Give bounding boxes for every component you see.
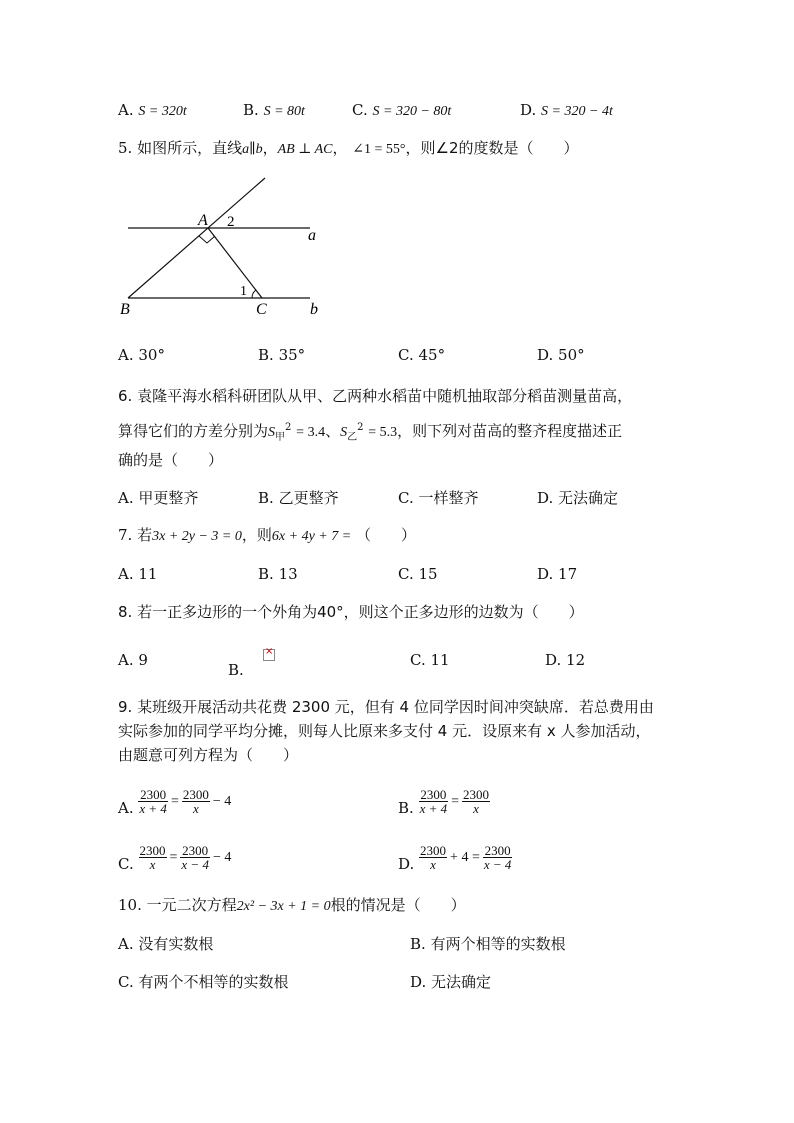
q4-option-b: B. S = 80t (243, 101, 305, 119)
q8-option-b-label: B. (228, 661, 244, 679)
q5-figure (110, 170, 340, 320)
q8-option-d: D. 12 (545, 651, 586, 669)
q9-option-a: A. $\frac{2300}{x + 4}$ = $\frac{2300}{x}$ − 4 (118, 787, 232, 817)
line-ab (128, 178, 265, 298)
q6-option-d: D. 无法确定 (537, 489, 619, 507)
line-ac (208, 228, 262, 298)
q10-option-d: D. 无法确定 (410, 973, 492, 991)
q10-option-a: A. 没有实数根 (118, 935, 214, 953)
q7-stem: 7. 若3x + 2y − 3 = 0，则6x + 4y + 7 = （ ） (118, 526, 416, 544)
q6-line1: 6. 袁隆平海水稻科研团队从甲、乙两种水稻苗中随机抽取部分稻苗测量苗高， (118, 387, 633, 405)
q6-option-a: A. 甲更整齐 (118, 489, 199, 507)
label-C: C (256, 301, 267, 318)
q9-option-b: B. $\frac{2300}{x + 4}$ = $\frac{2300}{x}$ (398, 787, 490, 817)
broken-image-icon (263, 649, 275, 661)
q4-option-d: D. S = 320 − 4t (520, 101, 613, 119)
q9-option-d: D. $\frac{2300}{x}$ + 4 = $\frac{2300}{x - 4}$ (398, 843, 512, 873)
label-A: A (198, 212, 208, 229)
q8-option-a: A. 9 (118, 651, 148, 669)
q7-option-d: D. 17 (537, 565, 578, 583)
q10-option-c: C. 有两个不相等的实数根 (118, 973, 289, 991)
label-1: 1 (240, 284, 247, 299)
q7-option-a: A. 11 (118, 565, 158, 583)
label-B: B (120, 301, 130, 318)
q5-option-c: C. 45° (398, 346, 446, 364)
q9-line2: 实际参加的同学平均分摊，则每人比原来多支付 4 元．设原来有 x 人参加活动， (118, 722, 651, 740)
q8-stem: 8. 若一正多边形的一个外角为40°，则这个正多边形的边数为（ ） (118, 603, 584, 621)
q9-option-c: C. $\frac{2300}{x}$ = $\frac{2300}{x - 4}$ − 4 (118, 843, 232, 873)
q7-option-c: C. 15 (398, 565, 438, 583)
q4-option-a: A. S = 320t (118, 101, 187, 119)
right-angle-mark (199, 236, 215, 243)
q6-line3: 确的是（ ） (118, 451, 224, 469)
q6-option-b: B. 乙更整齐 (258, 489, 339, 507)
q4-option-c: C. S = 320 − 80t (352, 101, 452, 119)
q9-line3: 由题意可列方程为（ ） (118, 746, 299, 764)
q6-line2: 算得它们的方差分别为$S_甲^2 = 3.4$、$S_乙^2 = 5.3$，则下列对苗高的整齐程度描述正 (118, 422, 623, 443)
q10-stem: 10. 一元二次方程2x² − 3x + 1 = 0根的情况是（ ） (118, 896, 466, 914)
label-2: 2 (227, 214, 235, 230)
q5-option-d: D. 50° (537, 346, 585, 364)
q10-option-b: B. 有两个相等的实数根 (410, 935, 566, 953)
q5-stem: 5. 如图所示，直线a∥b，AB ⊥ AC， ∠1 = 55°，则∠2的度数是（ ） (118, 139, 579, 157)
label-a: a (308, 227, 316, 244)
q7-option-b: B. 13 (258, 565, 298, 583)
q5-option-b: B. 35° (258, 346, 306, 364)
q6-option-c: C. 一样整齐 (398, 489, 479, 507)
q9-line1: 9. 某班级开展活动共花费 2300 元，但有 4 位同学因时间冲突缺席．若总费用由 (118, 698, 654, 716)
angle-1-arc (252, 290, 256, 298)
label-b: b (310, 301, 318, 318)
q8-option-c: C. 11 (410, 651, 450, 669)
q5-option-a: A. 30° (118, 346, 165, 364)
